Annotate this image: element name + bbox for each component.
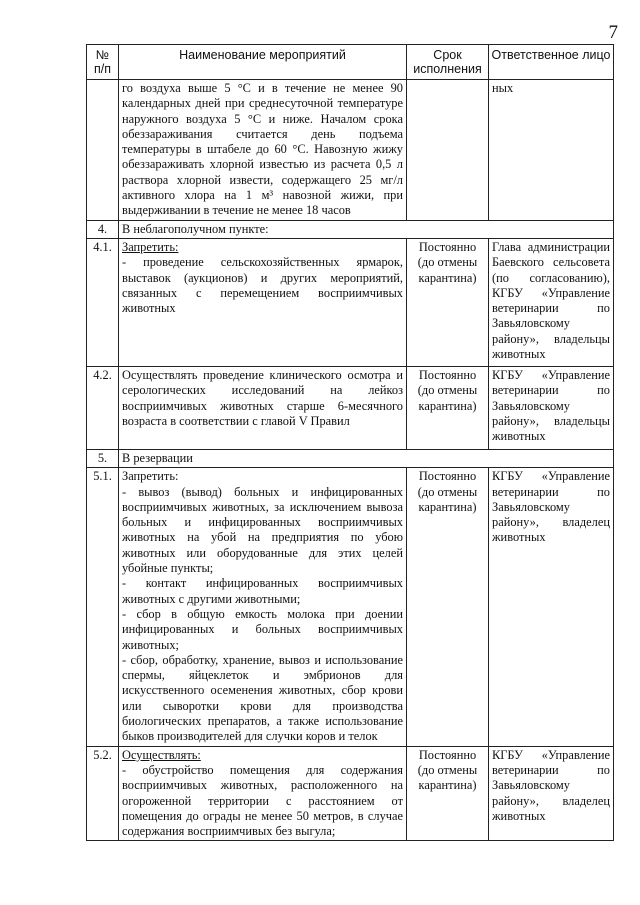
table-row-5-1 (87, 468, 614, 746)
row-responsible: ных (489, 80, 614, 221)
section-title: В резервации (119, 449, 614, 467)
table-header-row (87, 45, 614, 80)
row-num: 4.2. (87, 366, 119, 449)
header-name: Наименование мероприятий (119, 45, 407, 80)
section-row-5 (87, 449, 614, 467)
table-row-5-2 (87, 746, 614, 841)
header-num: № п/п (87, 45, 119, 80)
header-responsible: Ответственное лицо (489, 45, 614, 80)
header-term: Срок исполнения (407, 45, 489, 80)
row-term (407, 80, 489, 221)
row-heading: Запретить: (122, 469, 179, 484)
section-row-4 (87, 220, 614, 238)
row-term: Постоянно (до отмены карантина) (407, 366, 489, 449)
row-text (119, 468, 407, 746)
row-text: Осуществлять проведение клинического осмотра и серологических исследований на лейкоз восприимчивых животных старше 6-месячного возраста в соответствии с главой V Правил (119, 366, 407, 449)
row-term: Постоянно (до отмены карантина) (407, 746, 489, 841)
row-text (119, 238, 407, 366)
page-number: 7 (608, 22, 618, 43)
table-row-4-2 (87, 366, 614, 449)
row-term: Постоянно (до отмены карантина) (407, 468, 489, 746)
section-title: В неблагополучном пункте: (119, 220, 614, 238)
list-item: - проведение сельскохозяйственных ярмарок, выставок (аукционов) и других мероприятий, связанных с перемещением восприимчивых животных (122, 255, 403, 316)
row-responsible: КГБУ «Управление ветеринарии по Завьяловскому району», владелец животных (489, 468, 614, 746)
list-item: - вывоз (вывод) больных и инфицированных восприимчивых животных, за исключением вывоза больных и инфицированных восприимчивых животных на убой на предприятия по убою животных или оборудованные для этих целей убойные пункты; (122, 484, 403, 576)
section-num: 5. (87, 449, 119, 467)
row-text (119, 746, 407, 841)
list-item: - сбор, обработку, хранение, вывоз и использование спермы, яйцеклеток и эмбрионов для искусственного осеменения животных, сбор крови или сыворотки крови для производства биологических препаратов, а также использование быков производителей для случки коров и телок (122, 652, 403, 744)
row-num (87, 80, 119, 221)
row-responsible: Глава администрации Баевского сельсовета (по согласованию), КГБУ «Управление ветеринарии по Завьяловскому району», владельцы животных (489, 238, 614, 366)
row-responsible: КГБУ «Управление ветеринарии по Завьяловскому району», владелец животных (489, 746, 614, 841)
row-heading: Запретить: (122, 239, 179, 254)
section-num: 4. (87, 220, 119, 238)
measures-table (86, 44, 614, 841)
row-responsible: КГБУ «Управление ветеринарии по Завьяловскому району», владельцы животных (489, 366, 614, 449)
list-item: - сбор в общую емкость молока при доении инфицированных и больных восприимчивых животных; (122, 606, 403, 652)
row-num: 5.1. (87, 468, 119, 746)
row-num: 5.2. (87, 746, 119, 841)
table-row-continued (87, 80, 614, 221)
row-heading: Осуществлять: (122, 747, 201, 762)
row-text: го воздуха выше 5 °С и в течение не менее 90 календарных дней при среднесуточной температуре наружного воздуха 5 °С и ниже. Началом срока обеззараживания считается день подъема температуры в штабеле до 60 °С. Навозную жижу обеззараживать хлорной известью из расчета 0,5 л раствора хлорной извести, содержащего 25 мг/л активного хлора на 1 м³ навозной жижи, при выдерживании в течение не менее 18 часов (119, 80, 407, 221)
table-row-4-1 (87, 238, 614, 366)
list-item: - обустройство помещения для содержания восприимчивых животных, расположенного на огороженной территории с расстоянием от помещения до ограды не менее 50 метров, в случае содержания восприимчивых без выгула; (122, 762, 403, 839)
row-term: Постоянно (до отмены карантина) (407, 238, 489, 366)
row-num: 4.1. (87, 238, 119, 366)
list-item: - контакт инфицированных восприимчивых животных с другими животными; (122, 576, 403, 606)
